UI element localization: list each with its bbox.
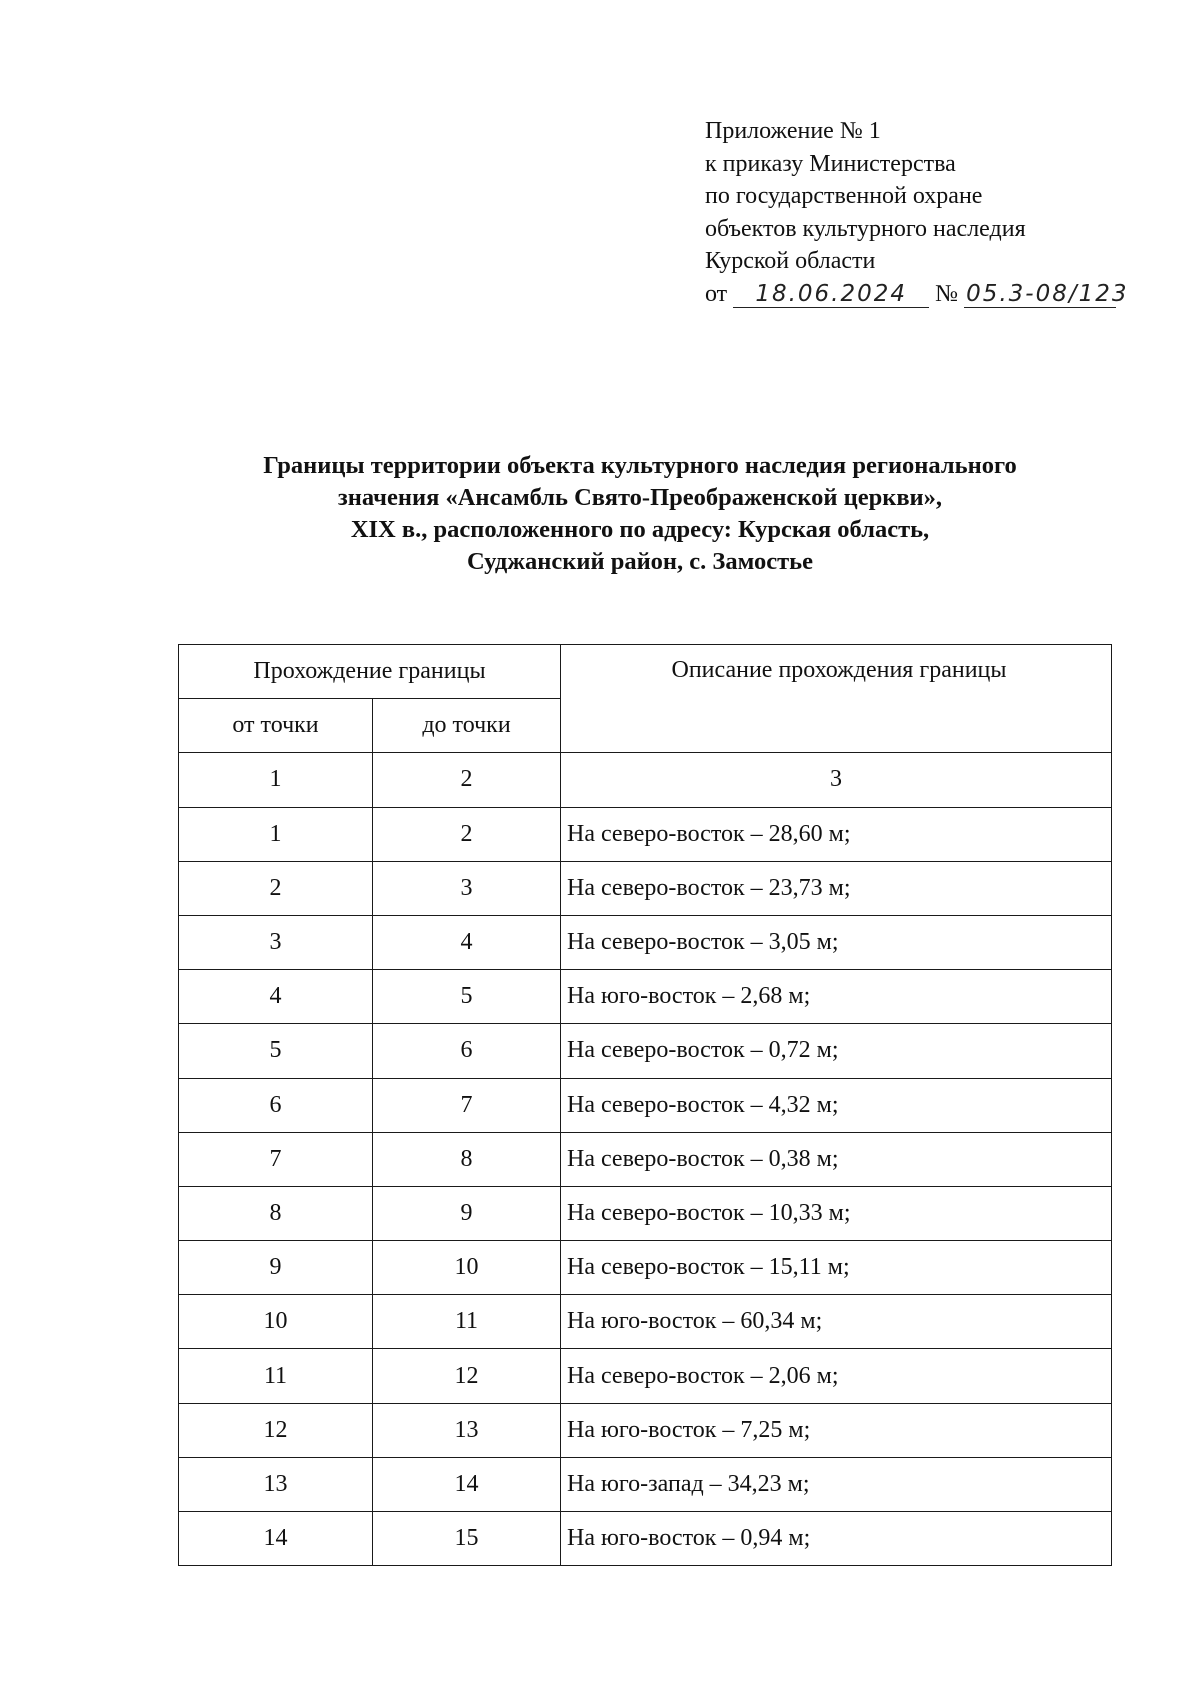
- from-point-cell: 7: [179, 1132, 373, 1186]
- table-row: [179, 1403, 1112, 1457]
- to-point-cell: 5: [373, 970, 561, 1024]
- from-point-cell: 8: [179, 1186, 373, 1240]
- from-point-cell: 1: [179, 807, 373, 861]
- appendix-line: к приказу Министерства: [705, 150, 956, 177]
- description-cell: На юго-восток – 60,34 м;: [561, 1295, 1112, 1349]
- from-point-cell: 14: [179, 1512, 373, 1566]
- title-line: Границы территории объекта культурного наследия регионального: [263, 452, 1017, 479]
- table-row: [179, 861, 1112, 915]
- date-prefix: от: [705, 280, 728, 307]
- to-point-cell: 12: [373, 1349, 561, 1403]
- description-cell: На северо-восток – 3,05 м;: [561, 915, 1112, 969]
- from-point-cell: 12: [179, 1403, 373, 1457]
- description-cell: На северо-восток – 28,60 м;: [561, 807, 1112, 861]
- description-cell: На северо-восток – 2,06 м;: [561, 1349, 1112, 1403]
- table-row: [179, 915, 1112, 969]
- from-point-cell: 2: [179, 861, 373, 915]
- description-cell: На северо-восток – 23,73 м;: [561, 861, 1112, 915]
- description-cell: На северо-восток – 15,11 м;: [561, 1241, 1112, 1295]
- description-cell: На северо-восток – 0,38 м;: [561, 1132, 1112, 1186]
- appendix-line: по государственной охране: [705, 183, 983, 209]
- table-row: [179, 807, 1112, 861]
- from-point-cell: 9: [179, 1241, 373, 1295]
- boundary-passage-header: Прохождение границы: [179, 645, 561, 699]
- document-title: [180, 450, 1100, 578]
- number-prefix: №: [935, 280, 959, 307]
- from-point-cell: 4: [179, 970, 373, 1024]
- from-point-cell: 6: [179, 1078, 373, 1132]
- title-line: Суджанский район, с. Замостье: [467, 548, 813, 575]
- table-row: [179, 1295, 1112, 1349]
- table-row: [179, 1078, 1112, 1132]
- description-cell: На северо-восток – 10,33 м;: [561, 1186, 1112, 1240]
- description-cell: На северо-восток – 4,32 м;: [561, 1078, 1112, 1132]
- to-point-cell: 11: [373, 1295, 561, 1349]
- table-row: [179, 1186, 1112, 1240]
- from-point-cell: 11: [179, 1349, 373, 1403]
- description-cell: На юго-восток – 0,94 м;: [561, 1512, 1112, 1566]
- order-date-number-row: [705, 278, 1129, 311]
- column-number: 2: [373, 753, 561, 807]
- column-number: 3: [561, 753, 1112, 807]
- table-row: [179, 970, 1112, 1024]
- description-cell: На юго-восток – 2,68 м;: [561, 970, 1112, 1024]
- appendix-line: Курской области: [705, 248, 876, 274]
- to-point-cell: 8: [373, 1132, 561, 1186]
- column-number-row: [179, 753, 1112, 807]
- handwritten-date: 18.06.2024: [733, 281, 929, 308]
- description-cell: На юго-запад – 34,23 м;: [561, 1457, 1112, 1511]
- to-point-cell: 10: [373, 1241, 561, 1295]
- table-row: [179, 1349, 1112, 1403]
- appendix-line: Приложение № 1: [705, 118, 881, 144]
- to-point-cell: 9: [373, 1186, 561, 1240]
- from-point-header: от точки: [179, 699, 373, 753]
- to-point-cell: 4: [373, 915, 561, 969]
- table-row: [179, 1241, 1112, 1295]
- to-point-cell: 14: [373, 1457, 561, 1511]
- to-point-cell: 6: [373, 1024, 561, 1078]
- description-cell: На северо-восток – 0,72 м;: [561, 1024, 1112, 1078]
- to-point-cell: 3: [373, 861, 561, 915]
- from-point-cell: 5: [179, 1024, 373, 1078]
- to-point-cell: 13: [373, 1403, 561, 1457]
- from-point-cell: 13: [179, 1457, 373, 1511]
- to-point-cell: 2: [373, 807, 561, 861]
- table-row: [179, 1457, 1112, 1511]
- appendix-line: объектов культурного наследия: [705, 215, 1026, 242]
- to-point-header: до точки: [373, 699, 561, 753]
- from-point-cell: 10: [179, 1295, 373, 1349]
- column-number: 1: [179, 753, 373, 807]
- description-header: Описание прохождения границы: [561, 645, 1112, 753]
- table-row: [179, 1132, 1112, 1186]
- table-row: [179, 1024, 1112, 1078]
- description-cell: На юго-восток – 7,25 м;: [561, 1403, 1112, 1457]
- to-point-cell: 15: [373, 1512, 561, 1566]
- table-header-row: [179, 645, 1112, 699]
- title-line: XIX в., расположенного по адресу: Курская область,: [350, 516, 930, 543]
- appendix-block: [705, 115, 1129, 310]
- from-point-cell: 3: [179, 915, 373, 969]
- boundary-table: [178, 644, 1112, 1566]
- to-point-cell: 7: [373, 1078, 561, 1132]
- table-row: [179, 1512, 1112, 1566]
- title-line: значения «Ансамбль Свято-Преображенской церкви»,: [337, 484, 943, 511]
- handwritten-order-number: 05.3-08/123: [966, 280, 1129, 307]
